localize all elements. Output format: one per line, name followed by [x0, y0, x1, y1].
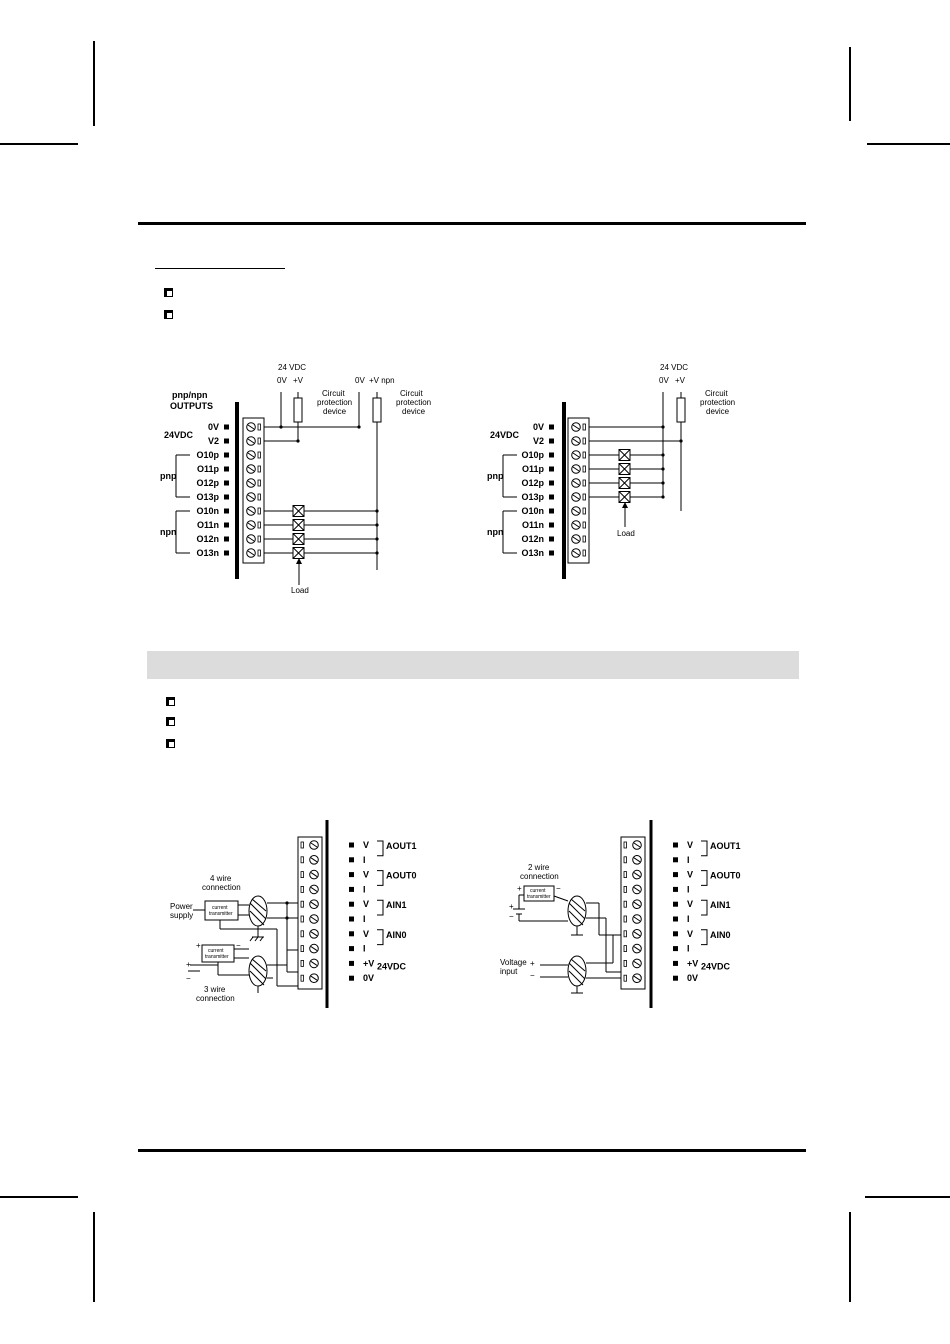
minus-label: −	[556, 884, 561, 893]
rail-plus-label: +V	[675, 376, 686, 385]
terminal-label: O13n	[521, 548, 544, 558]
voltage-input-label: input	[500, 967, 518, 976]
three-wire-label: connection	[196, 994, 235, 1003]
terminal-pin-icon	[349, 961, 354, 966]
plus-label: +	[196, 941, 201, 950]
cpd-label: protection	[317, 398, 353, 407]
analog-wiring-diagram-right	[495, 815, 755, 1015]
crop-mark	[93, 1212, 95, 1302]
output-wiring-diagram-left	[150, 355, 450, 600]
terminal-pin-icon	[349, 887, 354, 892]
terminal-pin-icon	[673, 843, 678, 848]
terminal-label: O12n	[521, 534, 544, 544]
minus-label: −	[530, 971, 535, 980]
terminal-pin-icon	[349, 931, 354, 936]
terminal-label: I	[363, 884, 366, 895]
terminal-pin-icon	[549, 523, 554, 528]
terminal-pin-icon	[349, 857, 354, 862]
cpd-label: device	[402, 407, 426, 416]
plus-label: +	[509, 902, 514, 911]
terminal-pin-icon	[224, 537, 229, 542]
terminal-pin-icon	[349, 902, 354, 907]
crop-mark	[0, 1196, 78, 1198]
cpd-label: device	[706, 407, 730, 416]
group-label: AIN1	[710, 900, 731, 911]
power-label: 24VDC	[490, 430, 520, 440]
terminal-label: O13n	[196, 548, 219, 558]
rail-plus-npn-label: +V npn	[369, 376, 395, 385]
group-label: AOUT1	[386, 841, 417, 851]
rail-0v-label: 0V	[355, 376, 365, 385]
cpd-label: protection	[700, 398, 736, 407]
terminal-pin-icon	[549, 551, 554, 556]
terminal-label: V	[687, 840, 694, 850]
four-wire-label: connection	[202, 883, 241, 892]
terminal-label: O10p	[521, 450, 544, 460]
crop-mark	[865, 1196, 950, 1198]
bullet-icon	[164, 310, 173, 319]
outputs-title: pnp/npn	[172, 390, 208, 400]
terminal-label: V	[363, 899, 370, 910]
terminal-pin-icon	[224, 509, 229, 514]
terminal-pin-icon	[224, 551, 229, 556]
terminal-pin-icon	[673, 887, 678, 892]
crop-mark	[849, 1212, 851, 1302]
terminal-pin-icon	[224, 481, 229, 486]
group-label: AIN0	[386, 929, 407, 940]
supply-label: 24 VDC	[660, 363, 689, 372]
crop-mark	[867, 143, 950, 145]
terminal-pin-icon	[349, 976, 354, 981]
terminal-label: V	[363, 869, 370, 880]
load-label: Load	[617, 529, 635, 538]
terminal-label: 0V	[687, 973, 699, 984]
terminal-label: I	[687, 943, 690, 954]
transmitter-label: transmitter	[209, 911, 233, 917]
terminal-label: I	[687, 884, 690, 895]
power-label: 24VDC	[164, 430, 194, 440]
terminal-label: O13p	[196, 492, 219, 502]
terminal-label: V2	[532, 436, 544, 446]
plus-label: +	[517, 884, 522, 893]
output-wiring-diagram-right	[480, 355, 770, 585]
crop-mark	[93, 41, 95, 126]
terminal-label: I	[687, 854, 690, 865]
terminal-pin-icon	[224, 439, 229, 444]
group-label: AOUT0	[386, 870, 417, 881]
terminal-pin-icon	[673, 872, 678, 877]
terminal-label: V	[363, 928, 370, 939]
terminal-label: 0V	[363, 973, 375, 984]
cpd-label: device	[323, 407, 347, 416]
cpd-label: Circuit	[322, 389, 345, 398]
rail-0v-label: 0V	[277, 376, 287, 385]
terminal-pin-icon	[349, 843, 354, 848]
two-wire-label: 2 wire	[528, 863, 550, 872]
group-label: AIN0	[710, 929, 731, 940]
terminal-label: O10n	[521, 506, 544, 516]
terminal-pin-icon	[224, 425, 229, 430]
rail-plus-label: +V	[293, 376, 304, 385]
group-pnp-label: pnp	[160, 471, 177, 481]
terminal-label: O10p	[196, 450, 219, 460]
terminal-pin-icon	[673, 857, 678, 862]
crop-mark	[0, 143, 78, 145]
group-pnp-label: pnp	[487, 471, 504, 481]
bullet-icon	[164, 288, 173, 297]
terminal-label: V	[363, 840, 370, 850]
load-label: Load	[291, 586, 309, 595]
group-npn-label: npn	[487, 527, 504, 537]
terminal-label: +V	[687, 958, 699, 969]
terminal-label: +V	[363, 958, 375, 969]
terminal-label: V2	[207, 436, 219, 446]
terminal-label: I	[363, 854, 366, 865]
terminal-pin-icon	[549, 453, 554, 458]
terminal-label: I	[363, 943, 366, 954]
transmitter-label: current	[212, 905, 228, 911]
terminal-pin-icon	[673, 961, 678, 966]
terminal-label: O10n	[196, 506, 219, 516]
terminal-label: I	[363, 914, 366, 924]
terminal-label: O13p	[521, 492, 544, 502]
plus-label: +	[186, 960, 191, 969]
group-npn-label: npn	[160, 527, 177, 537]
terminal-label: O12p	[196, 478, 219, 488]
cpd-label: Circuit	[400, 389, 423, 398]
supply-label: 24 VDC	[278, 363, 307, 372]
terminal-pin-icon	[224, 523, 229, 528]
footer-rule	[138, 1149, 806, 1152]
rail-0v-label: 0V	[659, 376, 669, 385]
terminal-pin-icon	[549, 509, 554, 514]
terminal-label: 0V	[532, 422, 544, 432]
group-label: 24VDC	[701, 961, 731, 972]
power-supply-label: supply	[170, 911, 194, 920]
terminal-label: V	[687, 899, 694, 910]
terminal-label: 0V	[207, 422, 219, 432]
terminal-pin-icon	[349, 946, 354, 951]
minus-label: −	[236, 941, 241, 950]
terminal-pin-icon	[349, 872, 354, 877]
analog-wiring-diagram-left	[160, 815, 420, 1015]
terminal-pin-icon	[549, 439, 554, 444]
terminal-label: O11p	[196, 464, 219, 474]
terminal-pin-icon	[549, 481, 554, 486]
group-label: AIN1	[386, 900, 407, 911]
terminal-pin-icon	[224, 453, 229, 458]
transmitter-label: transmitter	[527, 894, 551, 900]
cpd-label: Circuit	[705, 389, 728, 398]
transmitter-label: current	[530, 888, 546, 894]
terminal-pin-icon	[673, 902, 678, 907]
terminal-pin-icon	[349, 917, 354, 922]
terminal-pin-icon	[549, 425, 554, 430]
crop-mark	[849, 47, 851, 121]
terminal-pin-icon	[673, 931, 678, 936]
terminal-pin-icon	[549, 495, 554, 500]
terminal-pin-icon	[549, 467, 554, 472]
four-wire-label: 4 wire	[210, 874, 232, 883]
section-heading-underline	[155, 268, 285, 269]
terminal-pin-icon	[673, 946, 678, 951]
minus-label: −	[186, 974, 191, 983]
group-label: AOUT1	[710, 841, 741, 851]
bullet-icon	[166, 739, 175, 748]
terminal-label: O12n	[196, 534, 219, 544]
voltage-input-label: Voltage	[500, 958, 527, 967]
power-supply-label: Power	[170, 902, 193, 911]
terminal-pin-icon	[224, 495, 229, 500]
header-rule	[138, 222, 806, 225]
terminal-label: O12p	[521, 478, 544, 488]
terminal-label: O11p	[521, 464, 544, 474]
bullet-icon	[166, 697, 175, 706]
terminal-pin-icon	[673, 976, 678, 981]
terminal-label: I	[687, 914, 690, 924]
three-wire-label: 3 wire	[204, 985, 226, 994]
terminal-label: V	[687, 869, 694, 880]
terminal-pin-icon	[673, 917, 678, 922]
transmitter-label: transmitter	[205, 954, 229, 960]
group-label: AOUT0	[710, 870, 741, 881]
terminal-pin-icon	[224, 467, 229, 472]
terminal-label: O11n	[196, 520, 219, 530]
two-wire-label: connection	[520, 872, 559, 881]
terminal-pin-icon	[549, 537, 554, 542]
cpd-label: protection	[396, 398, 432, 407]
transmitter-label: current	[208, 948, 224, 954]
outputs-title: OUTPUTS	[170, 401, 214, 411]
bullet-icon	[166, 717, 175, 726]
terminal-label: O11n	[521, 520, 544, 530]
plus-label: +	[530, 959, 535, 968]
terminal-label: V	[687, 928, 694, 939]
group-label: 24VDC	[377, 961, 407, 972]
minus-label: −	[509, 912, 514, 921]
section-band	[147, 651, 799, 679]
